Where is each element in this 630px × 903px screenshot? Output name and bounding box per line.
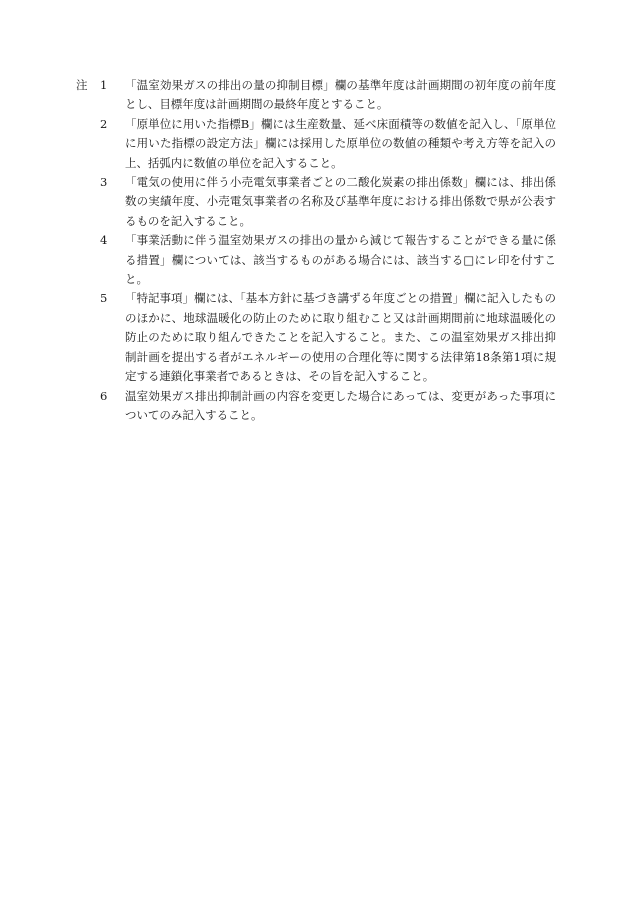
note-text: 温室効果ガス排出抑制計画の内容を変更した場合にあっては、変更があった事項についてのみ記入すること。 (125, 388, 556, 422)
notes-prefix: 注 (76, 78, 88, 92)
note-item-3 (76, 173, 556, 231)
notes-section (76, 76, 556, 425)
note-item-2 (76, 115, 556, 173)
note-text: 「電気の使用に伴う小売電気事業者ごとの二酸化炭素の排出係数」欄には、排出係数の実績年度、小売電気事業者の名称及び基準年度における排出係数で県が公表するものを記入すること。 (125, 175, 556, 228)
note-text: 「温室効果ガスの排出の量の抑制目標」欄の基準年度は計画期間の初年度の前年度とし、目標年度は計画期間の最終年度とすること。 (125, 78, 556, 112)
note-item-5 (76, 289, 556, 386)
note-text: 「特記事項」欄には、「基本方針に基づき講ずる年度ごとの措置」欄に記入したもののほかに、地球温暖化の防止のために取り組むこと又は計画期間前に地球温暖化の防止のために取り組んできたことを記入すること。また、この温室効果ガス排出抑制計画を提出する者がエネルギーの使用の合理化等に関する法律第18条第1項に規定する連鎖化事業者であるときは、その旨を記入すること。 (125, 291, 556, 384)
note-text: 「事業活動に伴う温室効果ガスの排出の量から減じて報告することができる量に係る措置」欄については、該当するものがある場合には、該当する□にレ印を付すこと。 (125, 233, 556, 287)
note-number: 3 (100, 175, 108, 190)
note-number: 6 (100, 388, 108, 403)
note-text: 「原単位に用いた指標B」欄には生産数量、延べ床面積等の数値を記入し、「原単位に用いた指標の設定方法」欄には採用した原単位の数値の種類や考え方等を記入の上、括弧内に数値の単位を記入すること。 (125, 116, 556, 170)
note-number: 2 (100, 116, 108, 131)
note-item-4 (76, 231, 556, 289)
note-number: 5 (100, 291, 108, 306)
note-item-6 (76, 387, 556, 426)
note-number: 1 (100, 78, 108, 92)
notes-list (76, 76, 556, 425)
note-number: 4 (100, 233, 108, 248)
note-item-1 (76, 76, 556, 115)
